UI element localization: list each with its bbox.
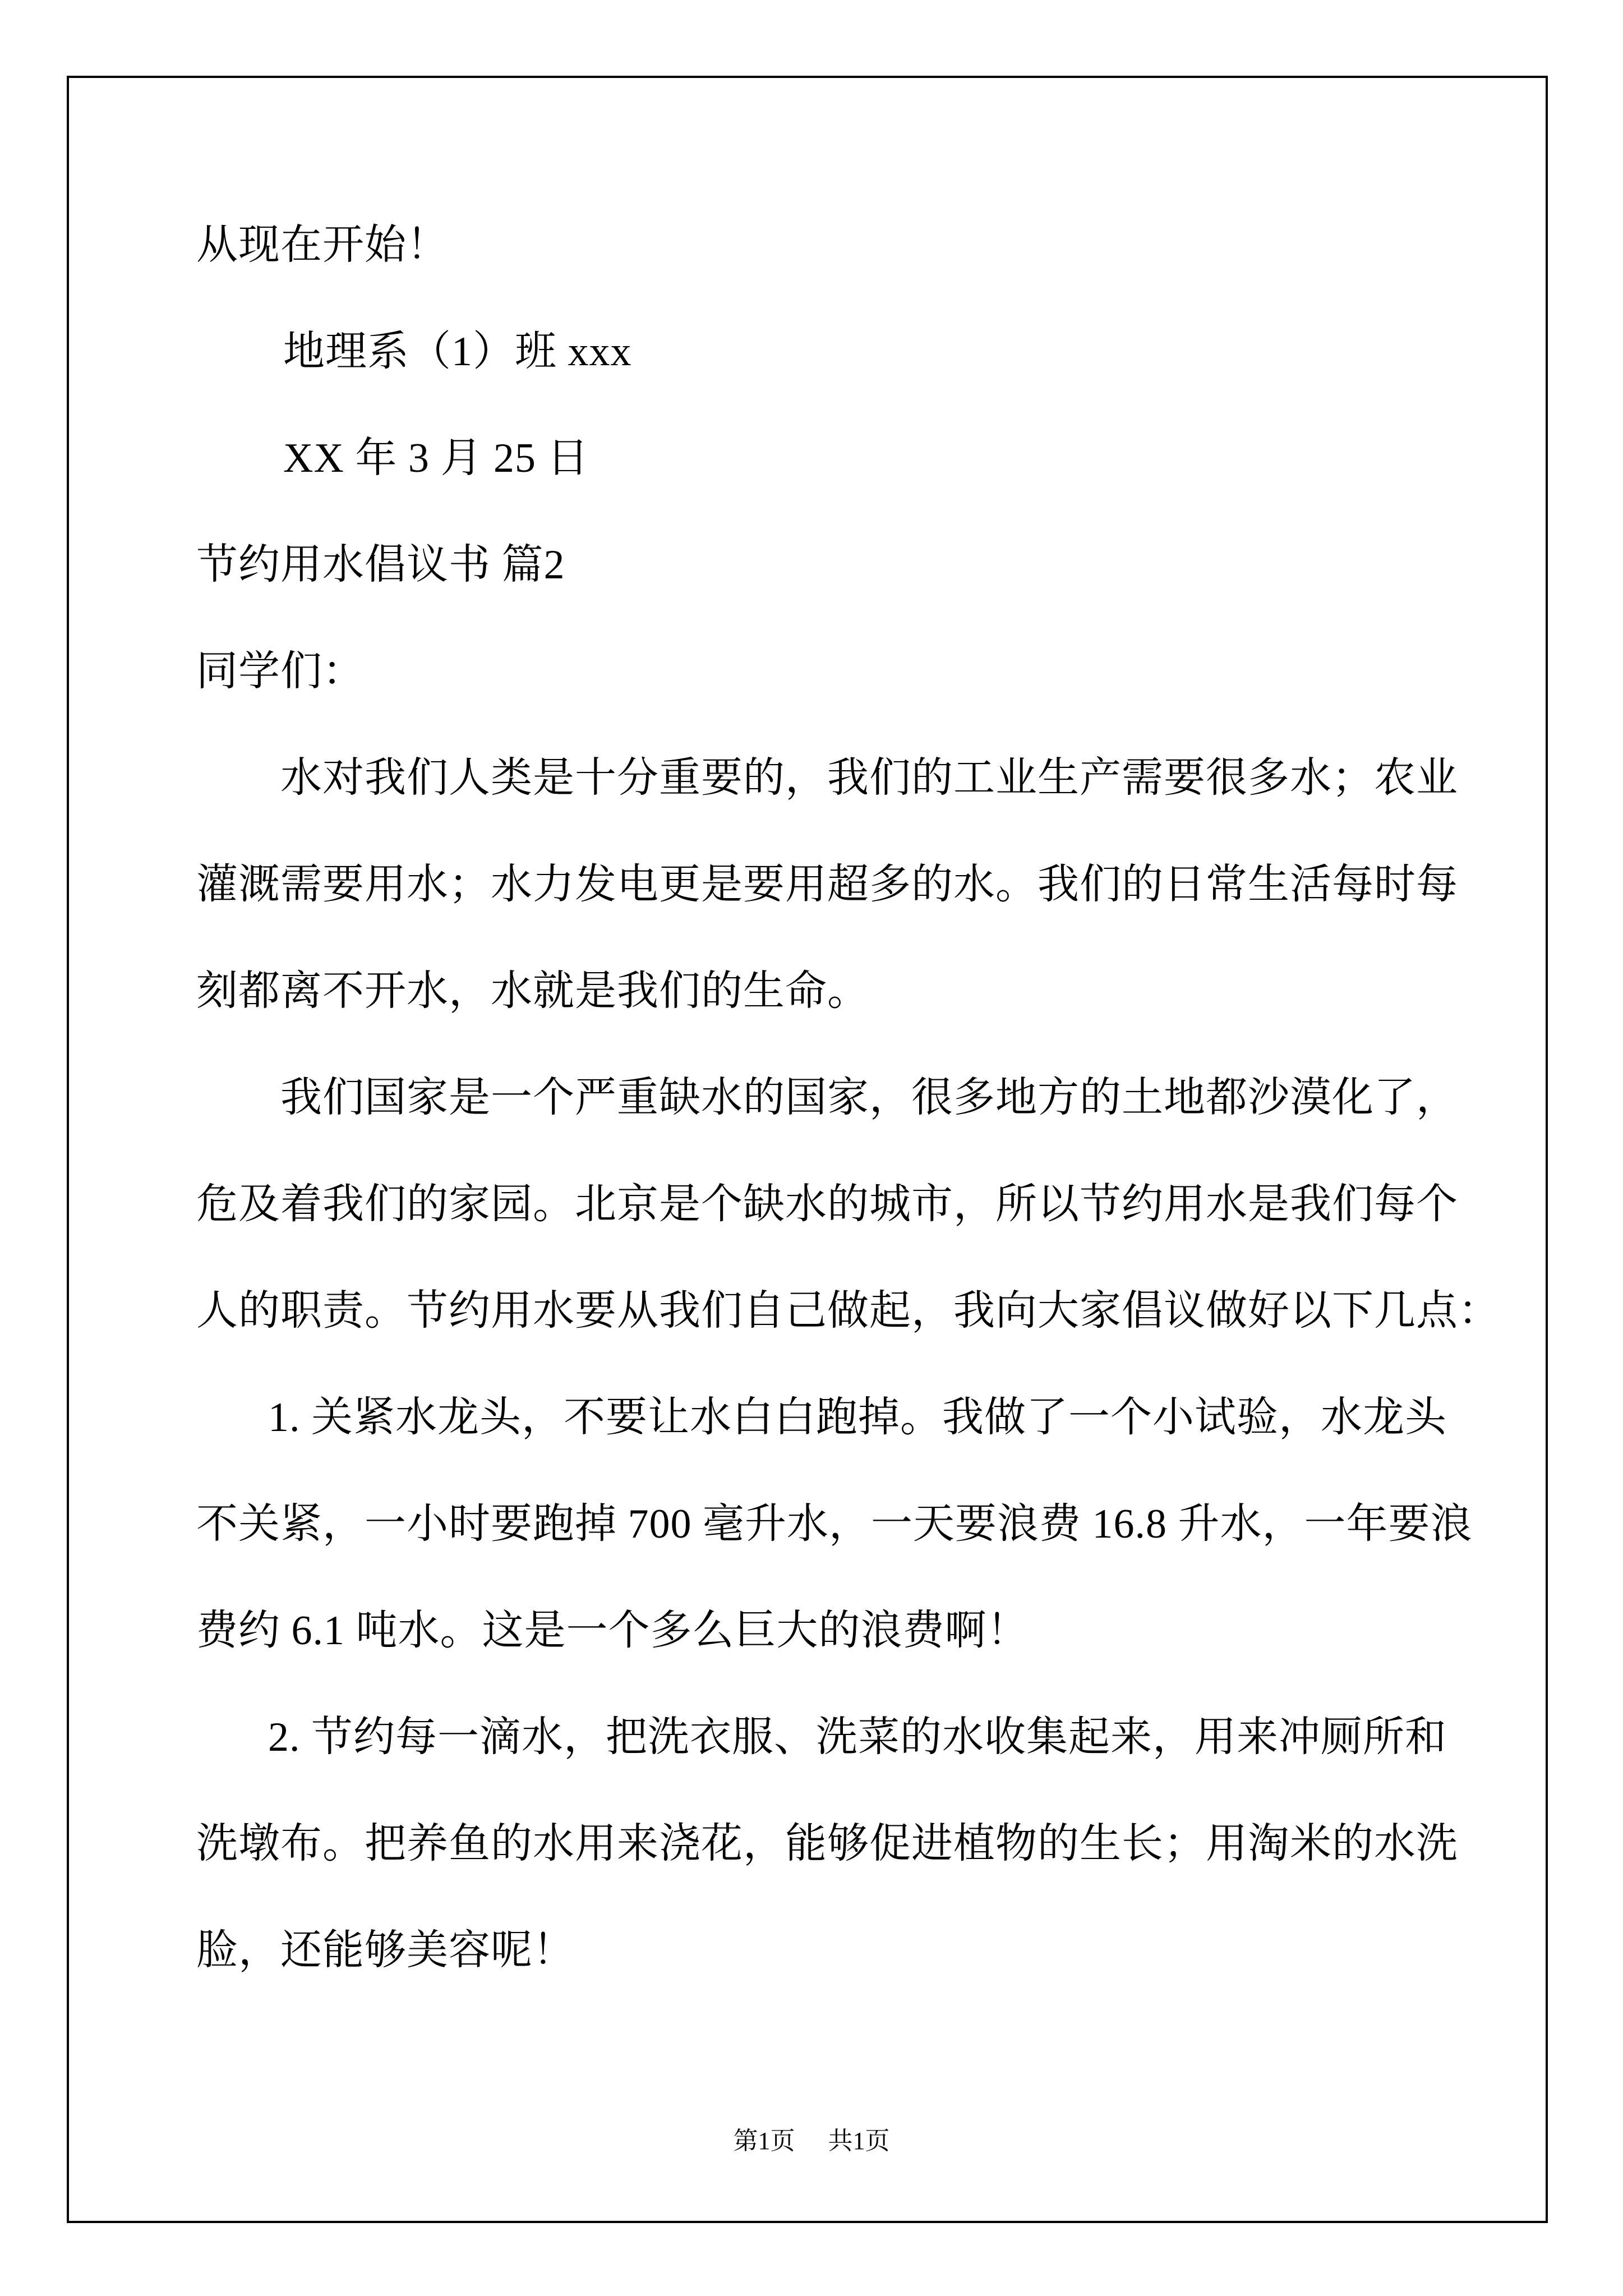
body-line: 费约 6.1 吨水。这是一个多么巨大的浪费啊！ <box>196 1608 1029 1654</box>
page-border-frame <box>67 76 1548 2223</box>
salutation-line: 同学们： <box>196 648 365 694</box>
closing-line: 从现在开始！ <box>196 222 449 268</box>
date-line: XX 年 3 月 25 日 <box>283 435 589 481</box>
body-line: 不关紧，一小时要跑掉 700 毫升水，一天要浪费 16.8 升水，一年要浪 <box>196 1501 1473 1547</box>
list-item-2-line: 2. 节约每一滴水，把洗衣服、洗菜的水收集起来，用来冲厕所和 <box>268 1714 1447 1760</box>
page-footer <box>0 2128 1623 2155</box>
signature-line: 地理系（1）班 xxx <box>283 329 632 375</box>
body-line: 我们国家是一个严重缺水的国家，很多地方的土地都沙漠化了， <box>280 1075 1458 1121</box>
footer-total-pages: 共1页 <box>828 2127 890 2155</box>
body-line: 水对我们人类是十分重要的，我们的工业生产需要很多水；农业 <box>280 755 1458 801</box>
body-line: 脸，还能够美容呢！ <box>196 1927 575 1973</box>
footer-page-number: 第1页 <box>733 2127 795 2155</box>
body-line: 人的职责。节约用水要从我们自己做起，我向大家倡议做好以下几点： <box>196 1288 1500 1334</box>
body-line: 灌溉需要用水；水力发电更是要用超多的水。我们的日常生活每时每 <box>196 862 1458 908</box>
body-line: 刻都离不开水，水就是我们的生命。 <box>196 968 869 1014</box>
list-item-1-line: 1. 关紧水龙头，不要让水白白跑掉。我做了一个小试验，水龙头 <box>268 1395 1447 1441</box>
body-line: 危及着我们的家园。北京是个缺水的城市，所以节约用水是我们每个 <box>196 1181 1458 1227</box>
body-line: 洗墩布。把养鱼的水用来浇花，能够促进植物的生长；用淘米的水洗 <box>196 1821 1458 1867</box>
section-title: 节约用水倡议书 篇2 <box>196 542 565 588</box>
